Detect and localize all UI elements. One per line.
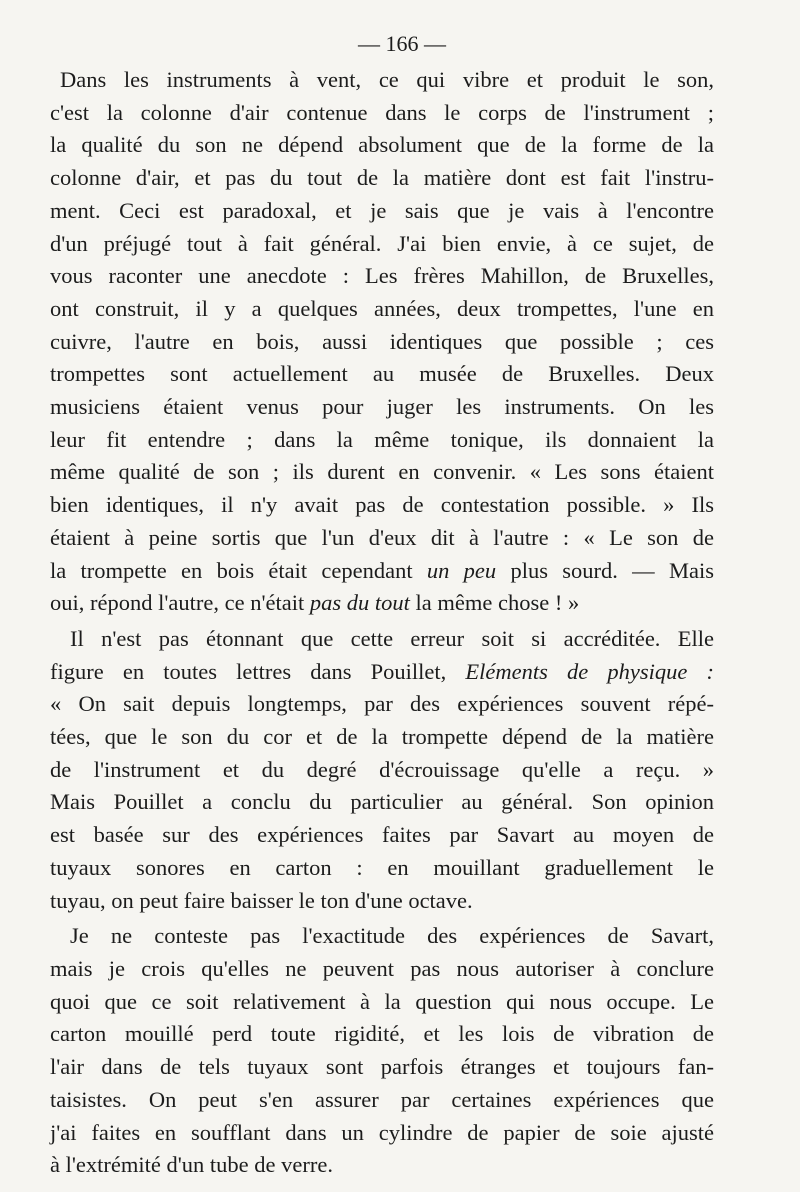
- text-line: [50, 1117, 714, 1150]
- text-segment: trompettes sont actuellement au musée de Bruxelles. Deux: [50, 361, 714, 387]
- text-segment: figure en toutes lettres dans Pouillet,: [50, 658, 466, 684]
- text-line: [50, 391, 714, 424]
- text-line: [50, 358, 714, 391]
- text-segment: Mais Pouillet a conclu du particulier au général. Son opinion: [50, 789, 714, 815]
- text-line: [50, 555, 714, 588]
- text-line: [50, 885, 714, 918]
- text-segment: colonne d'air, et pas du tout de la matière dont est fait l'instru-: [50, 165, 714, 191]
- text-line: [50, 129, 714, 162]
- text-line: [50, 1018, 714, 1051]
- paragraph: [50, 64, 714, 620]
- text-line: [50, 1149, 714, 1182]
- text-segment: c'est la colonne d'air contenue dans le corps de l'instrument ;: [50, 99, 714, 125]
- text-segment: à l'extrémité d'un tube de verre.: [50, 1152, 333, 1178]
- text-line: [50, 754, 714, 787]
- text-segment: oui, répond l'autre, ce n'était: [50, 590, 310, 616]
- text-segment: mais je crois qu'elles ne peuvent pas nous autoriser à conclure: [50, 955, 714, 981]
- text-body: [50, 64, 714, 1182]
- text-line: [50, 293, 714, 326]
- text-segment: leur fit entendre ; dans la même tonique, ils donnaient la: [50, 426, 714, 452]
- text-segment: bien identiques, il n'y avait pas de contestation possible. » Ils: [50, 492, 714, 518]
- text-line: [50, 852, 714, 885]
- text-line: [50, 522, 714, 555]
- text-line: [50, 489, 714, 522]
- text-segment: ont construit, il y a quelques années, deux trompettes, l'une en: [50, 295, 714, 321]
- text-line: [50, 326, 714, 359]
- text-line: [50, 986, 714, 1019]
- text-line: [50, 260, 714, 293]
- text-segment: tuyau, on peut faire baisser le ton d'une octave.: [50, 887, 473, 913]
- text-line: [50, 195, 714, 228]
- text-line: [50, 920, 714, 953]
- text-segment: « On sait depuis longtemps, par des expériences souvent répé-: [50, 691, 714, 717]
- text-segment: cuivre, l'autre en bois, aussi identiques que possible ; ces: [50, 328, 714, 354]
- text-line: [50, 786, 714, 819]
- text-line: [50, 721, 714, 754]
- text-segment: d'un préjugé tout à fait général. J'ai bien envie, à ce sujet, de: [50, 230, 714, 256]
- text-line: [50, 819, 714, 852]
- page-number: — 166 —: [358, 31, 446, 56]
- text-segment: étaient à peine sortis que l'un d'eux dit à l'autre : « Le son de: [50, 524, 714, 550]
- text-line: [50, 1051, 714, 1084]
- text-line: [50, 656, 714, 689]
- text-segment: Il n'est pas étonnant que cette erreur soit si accréditée. Elle: [70, 625, 714, 651]
- text-line: [50, 456, 714, 489]
- text-segment: tuyaux sonores en carton : en mouillant graduellement le: [50, 854, 714, 880]
- italic-text: pas du tout: [309, 590, 410, 616]
- text-segment: est basée sur des expériences faites par Savart au moyen de: [50, 822, 714, 848]
- text-segment: Je ne conteste pas l'exactitude des expériences de Savart,: [70, 923, 714, 949]
- text-line: [50, 1084, 714, 1117]
- text-segment: la même chose ! »: [409, 590, 580, 616]
- text-line: [50, 64, 714, 97]
- text-line: [50, 162, 714, 195]
- text-segment: j'ai faites en soufflant dans un cylindre de papier de soie ajusté: [50, 1119, 714, 1145]
- text-segment: Dans les instruments à vent, ce qui vibre et produit le son,: [60, 67, 714, 92]
- text-line: [50, 97, 714, 130]
- text-line: [50, 424, 714, 457]
- text-segment: carton mouillé perd toute rigidité, et les lois de vibration de: [50, 1021, 714, 1047]
- text-line: [50, 688, 714, 721]
- text-segment: ment. Ceci est paradoxal, et je sais que je vais à l'encontre: [50, 197, 714, 223]
- text-line: [50, 228, 714, 261]
- text-segment: même qualité de son ; ils durent en convenir. « Les sons étaient: [50, 459, 714, 485]
- paragraph: [50, 920, 714, 1182]
- text-line: [50, 623, 714, 656]
- text-segment: la trompette en bois était cependant: [50, 557, 427, 583]
- italic-text: Eléments de physique :: [465, 658, 714, 684]
- text-segment: de l'instrument et du degré d'écrouissage qu'elle a reçu. »: [50, 756, 714, 782]
- text-segment: plus sourd. — Mais: [496, 557, 714, 583]
- text-line: [50, 587, 714, 620]
- paragraph: [50, 623, 714, 917]
- text-segment: l'air dans de tels tuyaux sont parfois étranges et toujours fan-: [50, 1054, 714, 1080]
- text-segment: quoi que ce soit relativement à la question qui nous occupe. Le: [50, 988, 714, 1014]
- text-segment: tées, que le son du cor et de la trompette dépend de la matière: [50, 724, 714, 750]
- text-segment: musiciens étaient venus pour juger les instruments. On les: [50, 394, 714, 420]
- text-segment: la qualité du son ne dépend absolument que de la forme de la: [50, 132, 714, 158]
- text-segment: vous raconter une anecdote : Les frères Mahillon, de Bruxelles,: [50, 263, 714, 289]
- text-segment: taisistes. On peut s'en assurer par certaines expériences que: [50, 1086, 714, 1112]
- italic-text: un peu: [426, 557, 497, 583]
- text-line: [50, 953, 714, 986]
